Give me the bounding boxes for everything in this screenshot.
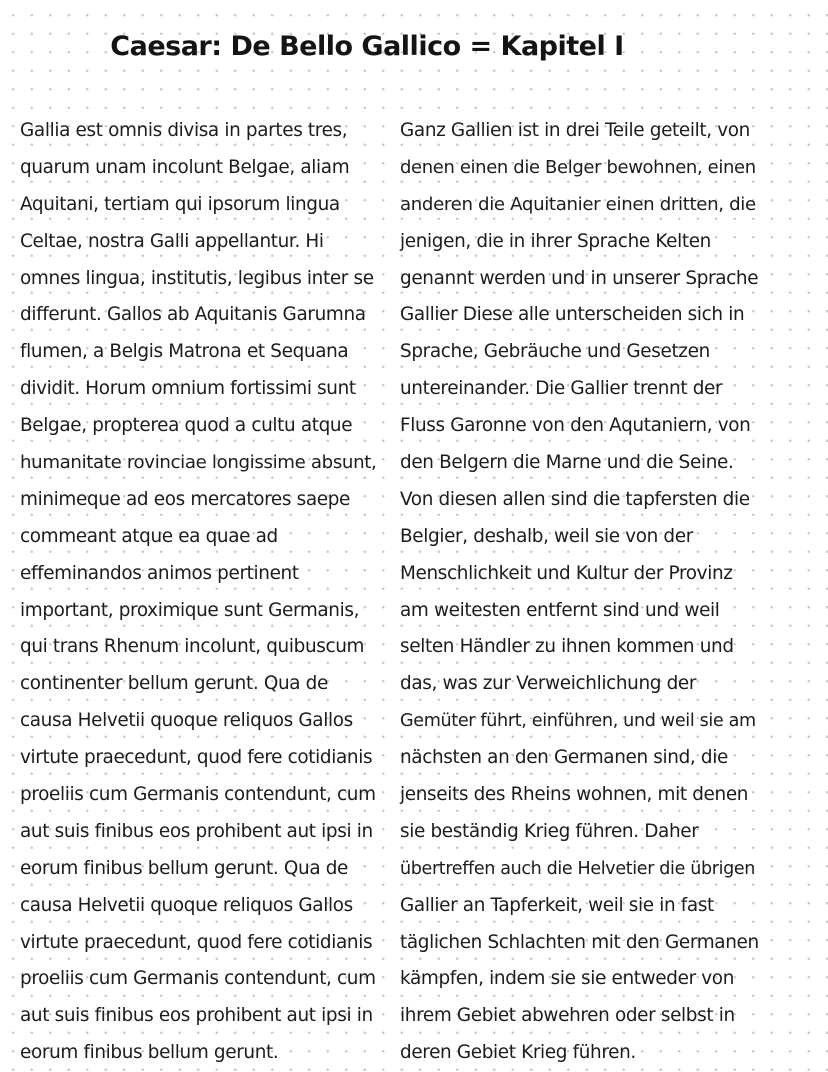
latin-text-line: eorum finibus bellum gerunt. — [20, 1042, 279, 1064]
german-text-line: Von diesen allen sind die tapfersten die — [400, 488, 750, 510]
german-text-line: Gemüter führt, einführen, und weil sie am — [400, 711, 756, 732]
german-text-line: täglichen Schlachten mit den Germanen — [400, 931, 759, 953]
latin-text-line: qui trans Rhenum incolunt, quibuscum — [20, 636, 365, 658]
latin-text-line: dividit. Horum omnium fortissimi sunt — [20, 378, 356, 400]
german-text-line: kämpfen, indem sie sie entweder von — [400, 968, 735, 990]
latin-text-line: flumen, a Belgis Matrona et Sequana — [20, 341, 349, 363]
latin-text-line: aut suis finibus eos prohibent aut ipsi in — [20, 820, 373, 842]
german-text-line: genannt werden und in unserer Sprache — [400, 267, 759, 289]
latin-text-line: proeliis cum Germanis contendunt, cum — [20, 784, 376, 806]
german-text-line: selten Händler zu ihnen kommen und — [400, 636, 734, 658]
latin-text-line: effeminandos animos pertinent — [20, 562, 299, 584]
german-text-line: nächsten an den Germanen sind, die — [400, 747, 728, 769]
german-text-line: untereinander. Die Gallier trennt der — [400, 378, 723, 400]
latin-text-line: eorum finibus bellum gerunt. Qua de — [20, 857, 349, 879]
german-text-line: anderen die Aquitanier einen dritten, die — [400, 193, 756, 215]
latin-text-line: Gallia est omnis divisa in partes tres, — [20, 120, 348, 141]
latin-text-line: virtute praecedunt, quod fere cotidianis — [20, 931, 373, 953]
latin-text-line: causa Helvetii quoque reliquos Gallos — [20, 894, 353, 916]
latin-text-column — [20, 113, 380, 1072]
page-title: Caesar: De Bello Gallico = Kapitel I — [110, 31, 624, 62]
german-text-line: den Belgern die Marne und die Seine. — [400, 452, 734, 474]
latin-text-line: aut suis finibus eos prohibent aut ipsi in — [20, 1005, 373, 1027]
german-text-column — [400, 113, 760, 1072]
german-text-line: jenigen, die in ihrer Sprache Kelten — [400, 230, 711, 252]
german-text-line: Sprache, Gebräuche und Gesetzen — [400, 341, 710, 363]
german-text-line: Fluss Garonne von den Aqutaniern, von — [400, 415, 751, 437]
german-text-line: Gallier Diese alle unterscheiden sich in — [400, 304, 745, 326]
latin-text-line: Belgae, propterea quod a cultu atque — [20, 415, 353, 437]
latin-text-line: minimeque ad eos mercatores saepe — [20, 488, 351, 510]
german-text-line: deren Gebiet Krieg führen. — [400, 1042, 636, 1064]
latin-text-line: quarum unam incolunt Belgae, aliam — [20, 156, 350, 178]
latin-text-line: differunt. Gallos ab Aquitanis Garumna — [20, 304, 366, 326]
german-text-line: Ganz Gallien ist in drei Teile geteilt, von — [400, 120, 750, 141]
german-text-line: denen einen die Belger bewohnen, einen — [400, 156, 756, 178]
latin-text-line: causa Helvetii quoque reliquos Gallos — [20, 710, 353, 732]
german-text-line: übertreffen auch die Helvetier die übrigen — [400, 858, 756, 879]
latin-text-line: important, proximique sunt Germanis, — [20, 599, 360, 621]
german-text-line: jenseits des Rheins wohnen, mit denen — [400, 784, 749, 806]
german-text-line: Belgier, deshalb, weil sie von der — [400, 525, 693, 547]
latin-text-line: humanitate rovinciae longissime absunt, — [20, 452, 377, 474]
latin-text-line: continenter bellum gerunt. Qua de — [20, 673, 328, 695]
german-text-line: ihrem Gebiet abwehren oder selbst in — [400, 1005, 735, 1027]
german-text-line: das, was zur Verweichlichung der — [400, 673, 697, 695]
latin-text-line: Celtae, nostra Galli appellantur. Hi — [20, 230, 324, 252]
german-text-line: Gallier an Tapferkeit, weil sie in fast — [400, 894, 714, 916]
latin-text-line: commeant atque ea quae ad — [20, 525, 278, 547]
german-text-line: am weitesten entfernt sind und weil — [400, 599, 720, 621]
latin-text-line: Aquitani, tertiam qui ipsorum lingua — [20, 193, 340, 215]
latin-text-line: omnes lingua, institutis, legibus inter se — [20, 267, 374, 289]
german-text-line: sie beständig Krieg führen. Daher — [400, 820, 699, 842]
latin-text-line: virtute praecedunt, quod fere cotidianis — [20, 747, 373, 769]
latin-text-line: proeliis cum Germanis contendunt, cum — [20, 968, 376, 990]
german-text-line: Menschlichkeit und Kultur der Provinz — [400, 562, 733, 584]
